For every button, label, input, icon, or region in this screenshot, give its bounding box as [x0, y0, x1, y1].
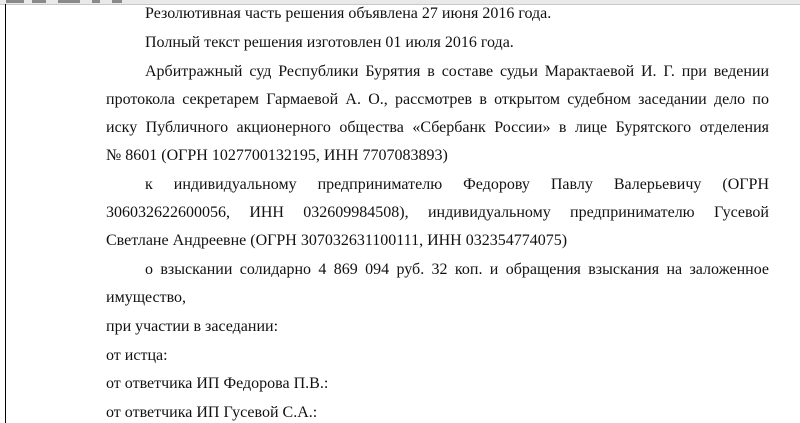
plaintiff-line: иску Публичного акционерного общества «Сбербанк России» в лице Бурятского отделения — [106, 119, 769, 136]
plaintiff-representative-line: от истца: — [106, 347, 168, 364]
plaintiff-registration-line: № 8601 (ОГРН 1027700132195, ИНН 7707083893) — [106, 147, 448, 164]
court-intro-line: Арбитражный суд Республики Бурятия в составе судьи Марактаевой И. Г. при ведении — [145, 63, 769, 80]
guseva-representative-line: от ответчика ИП Гусевой С.А.: — [106, 404, 318, 421]
defendant-first-line: к индивидуальному предпринимателю Федорову Павлу Валерьевичу (ОГРН — [145, 176, 769, 193]
defendant-third-line: Светлане Андреевне (ОГРН 307032631100111, ИНН 032354774075) — [106, 232, 568, 249]
claim-continuation-line: имущество, — [106, 289, 187, 306]
full-text-date-line: Полный текст решения изготовлен 01 июля 2016 года. — [145, 34, 514, 51]
claim-line: о взыскании солидарно 4 869 094 руб. 32 коп. и обращения взыскания на заложенное — [145, 261, 769, 278]
participants-heading: при участии в заседании: — [106, 318, 279, 335]
defendant-second-line: 306032622600056, ИНН 032609984508), индивидуальному предпринимателю Гусевой — [106, 204, 769, 221]
fedorov-representative-line: от ответчика ИП Федорова П.В.: — [106, 375, 329, 392]
court-protocol-line: протокола секретарем Гармаевой А. О., рассмотрев в открытом судебном заседании дело по — [106, 91, 769, 108]
resolution-announcement-line: Резолютивная часть решения объявлена 27 июня 2016 года. — [145, 5, 552, 22]
